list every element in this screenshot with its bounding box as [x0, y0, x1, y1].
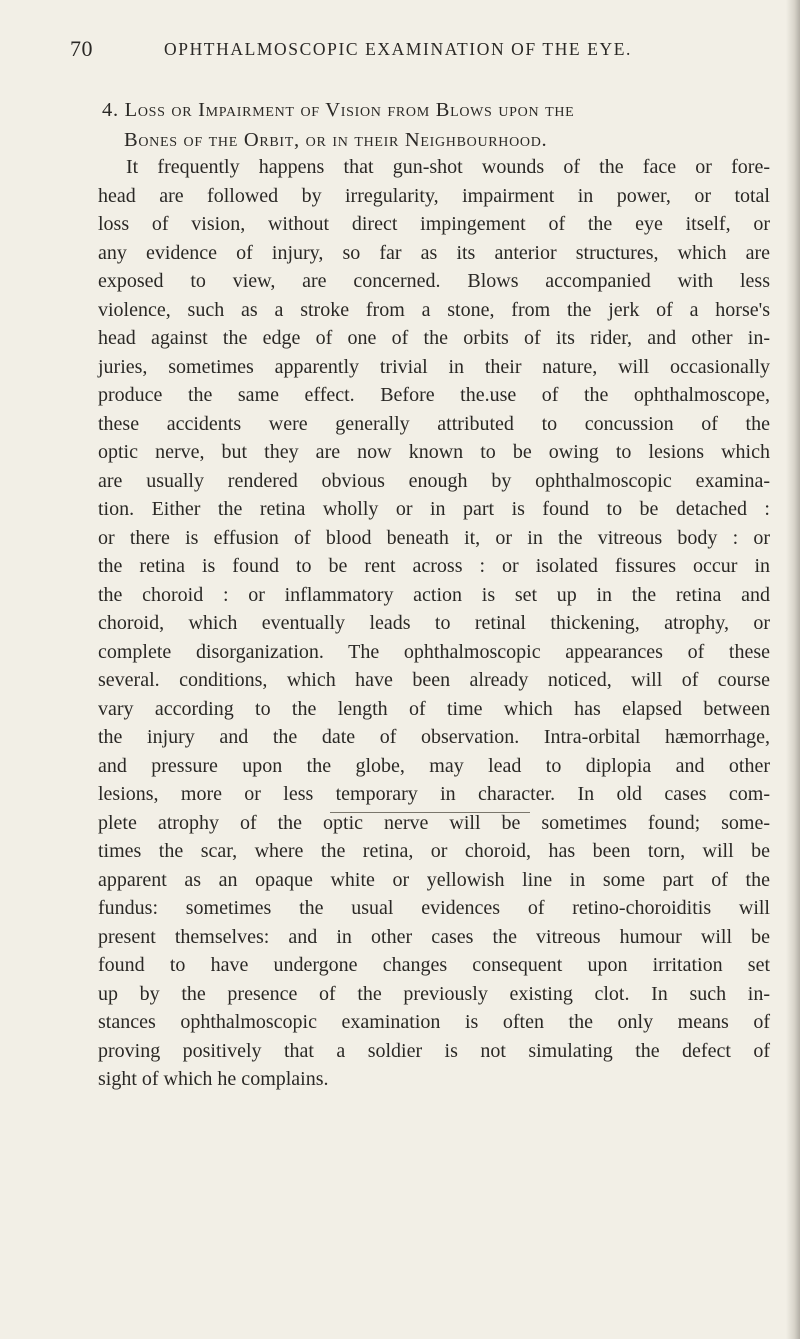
- running-head: [70, 36, 720, 64]
- body-line: exposed to view, are concerned. Blows accompanied with less: [98, 270, 770, 292]
- page-edge-shadow: [786, 0, 800, 1339]
- body-line: several. conditions, which have been already noticed, will of course: [98, 669, 770, 691]
- body-line-last: sight of which he complains.: [98, 1068, 329, 1090]
- body-line: fundus: sometimes the usual evidences of retino-choroiditis will: [98, 897, 770, 919]
- running-title: OPHTHALMOSCOPIC EXAMINATION OF THE EYE.: [164, 39, 632, 59]
- section-heading-line-1: 4. Loss or Impairment of Vision from Blows upon the: [102, 99, 575, 121]
- body-line: lesions, more or less temporary in character. In old cases com-: [98, 783, 770, 805]
- body-line: head against the edge of one of the orbits of its rider, and other in-: [98, 327, 770, 349]
- body-line: the choroid : or inflammatory action is set up in the retina and: [98, 583, 770, 606]
- body-line: plete atrophy of the optic nerve will be sometimes found; some-: [98, 811, 770, 834]
- section-heading: [102, 95, 762, 155]
- body-line: loss of vision, without direct impingement of the eye itself, or: [98, 213, 770, 235]
- body-line: or there is effusion of blood beneath it, or in the vitreous body : or: [98, 526, 770, 549]
- body-line: choroid, which eventually leads to retinal thickening, atrophy, or: [98, 612, 770, 634]
- body-line: head are followed by irregularity, impairment in power, or total: [98, 184, 770, 207]
- body-line: present themselves: and in other cases the vitreous humour will be: [98, 925, 770, 948]
- body-line: juries, sometimes apparently trivial in their nature, will occasionally: [98, 355, 770, 378]
- body-line: up by the presence of the previously existing clot. In such in-: [98, 982, 770, 1005]
- body-line: produce the same effect. Before the.use of the ophthalmoscope,: [98, 384, 770, 406]
- body-line: the injury and the date of observation. Intra-orbital hæmorrhage,: [98, 726, 770, 748]
- body-line: violence, such as a stroke from a stone, from the jerk of a horse's: [98, 298, 770, 321]
- body-line: and pressure upon the globe, may lead to diplopia and other: [98, 754, 770, 777]
- body-line: apparent as an opaque white or yellowish line in some part of the: [98, 868, 770, 891]
- page-number: 70: [70, 36, 93, 61]
- body-line: times the scar, where the retina, or choroid, has been torn, will be: [98, 840, 770, 862]
- body-line: the retina is found to be rent across : or isolated fissures occur in: [98, 555, 770, 577]
- section-end-rule: [330, 812, 530, 813]
- body-line: found to have undergone changes consequent upon irritation set: [98, 954, 770, 976]
- body-line: vary according to the length of time which has elapsed between: [98, 697, 770, 720]
- body-line: optic nerve, but they are now known to be owing to lesions which: [98, 441, 770, 463]
- section-heading-line-2: Bones of the Orbit, or in their Neighbourhood.: [124, 129, 548, 151]
- body-line: stances ophthalmoscopic examination is often the only means of: [98, 1011, 770, 1033]
- body-line: are usually rendered obvious enough by ophthalmoscopic examina-: [98, 469, 770, 492]
- body-line: It frequently happens that gun-shot wounds of the face or fore-: [126, 156, 770, 178]
- body-line: these accidents were generally attributed to concussion of the: [98, 412, 770, 435]
- body-line: any evidence of injury, so far as its anterior structures, which are: [98, 241, 770, 264]
- body-line: tion. Either the retina wholly or in part is found to be detached :: [98, 498, 770, 520]
- body-line: proving positively that a soldier is not simulating the defect of: [98, 1039, 770, 1062]
- body-paragraph: [98, 153, 770, 1094]
- body-line: complete disorganization. The ophthalmoscopic appearances of these: [98, 640, 770, 663]
